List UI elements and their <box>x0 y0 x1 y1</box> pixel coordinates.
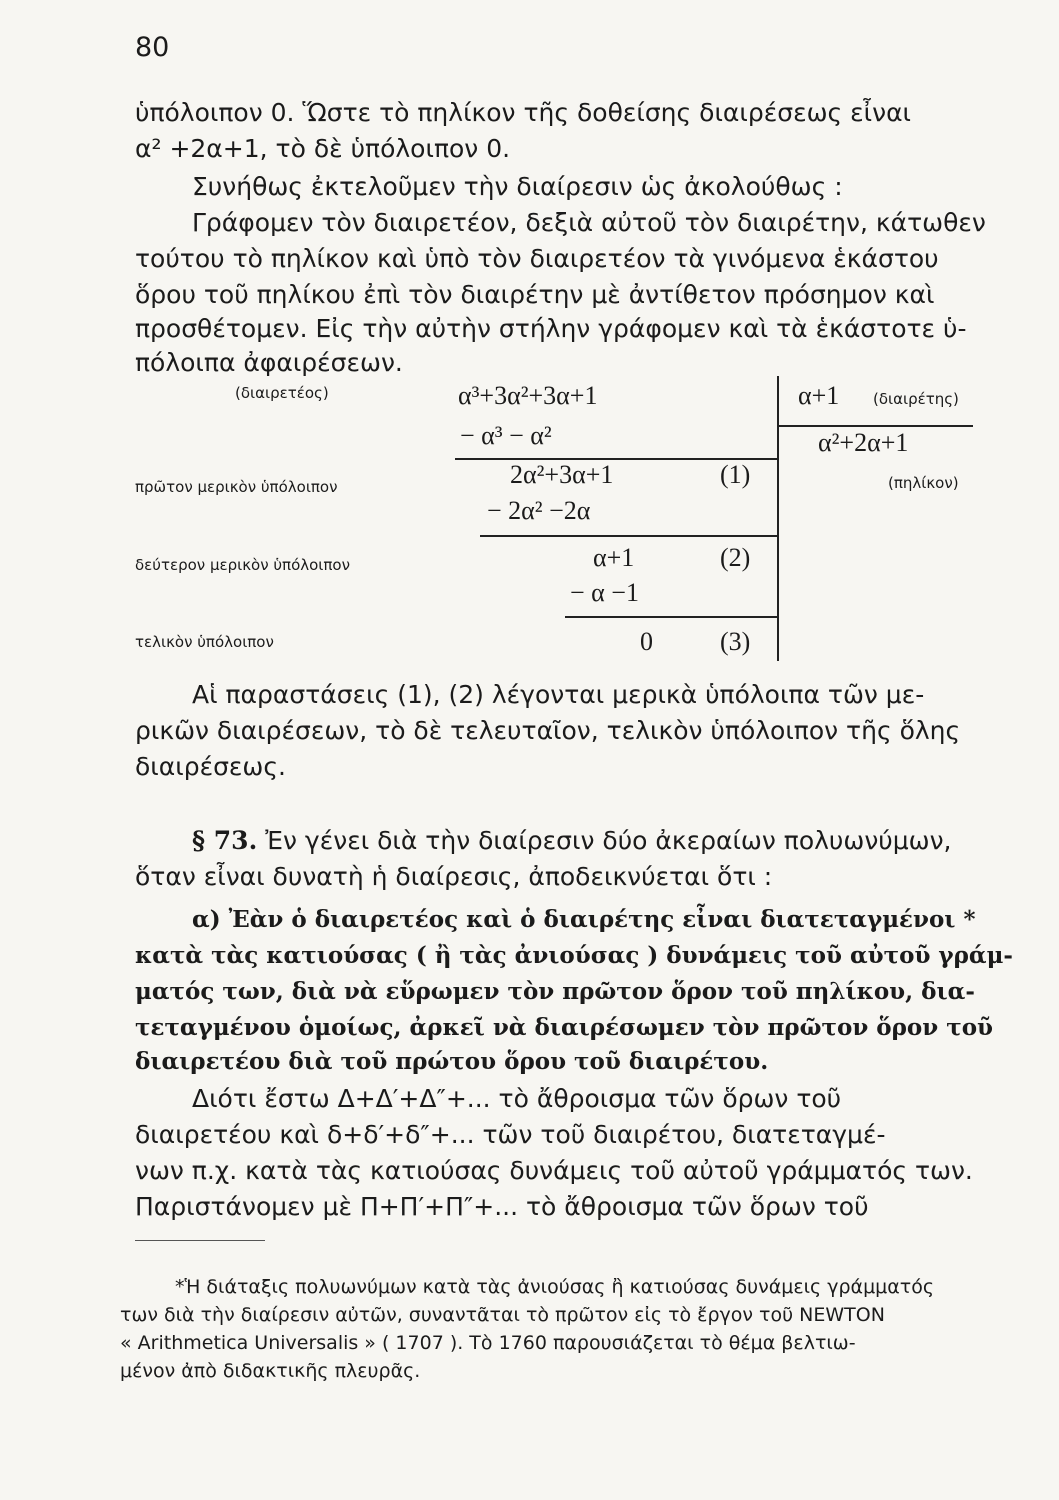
subtract-line1: − α³ − α² <box>460 421 552 450</box>
remainder-3-tag: (3) <box>720 627 751 656</box>
para3-line4: προσθέτομεν. Εἰς τὴν αὐτὴν στήλην γράφομεν καὶ τὰ ἑκάστοτε ὑ- <box>135 314 967 343</box>
section-line2: ὅταν εἶναι δυνατὴ ἡ διαίρεσις, ἀποδεικνύεται ὅτι : <box>135 862 773 891</box>
para4-line2: ρικῶν διαιρέσεων, τὸ δὲ τελευταῖον, τελικὸν ὑπόλοιπον τῆς ὅλης <box>135 716 961 745</box>
footnote-rule <box>135 1240 265 1241</box>
para2-line1: Συνήθως ἐκτελοῦμεν τὴν διαίρεσιν ὡς ἀκολούθως : <box>192 172 843 201</box>
remainder-3: 0 <box>640 627 653 656</box>
label-first-remainder: πρῶτον μερικὸν ὑπόλοιπον <box>135 478 338 496</box>
theorem-line1: α) Ἐὰν ὁ διαιρετέος καὶ ὁ διαιρέτης εἶναι διατεταγμένοι * <box>192 906 976 933</box>
footnote-line3: « Arithmetica Universalis » ( 1707 ). Τὸ 1760 παρουσιάζεται τὸ θέμα βελτιω- <box>120 1332 856 1354</box>
section-line1 <box>192 826 975 855</box>
label-second-remainder: δεύτερον μερικὸν ὑπόλοιπον <box>135 556 350 574</box>
para1-line2: α² +2α+1, τὸ δὲ ὑπόλοιπον 0. <box>135 134 511 163</box>
footnote-line4: μένον ἀπὸ διδακτικῆς πλευρᾶς. <box>120 1360 421 1382</box>
dividend: α³+3α²+3α+1 <box>458 381 598 410</box>
divisor-rule <box>778 425 973 427</box>
remainder-2: α+1 <box>593 543 635 572</box>
theorem-line4: τεταγμένου ὁμοίως, ἀρκεῖ νὰ διαιρέσωμεν τὸν πρῶτον ὅρον τοῦ <box>135 1014 994 1041</box>
rule-2 <box>480 535 777 537</box>
label-dividend: (διαιρετέος) <box>235 384 329 402</box>
rule-3 <box>565 616 777 618</box>
proof-line2: διαιρετέου καὶ δ+δ′+δ″+... τῶν τοῦ διαιρέτου, διατεταγμέ- <box>135 1120 886 1149</box>
para4-line1: Αἱ παραστάσεις (1), (2) λέγονται μερικὰ ὑπόλοιπα τῶν με- <box>192 680 925 709</box>
remainder-2-tag: (2) <box>720 543 751 572</box>
label-quotient: (πηλίκον) <box>888 474 959 492</box>
theorem-line2: κατὰ τὰς κατιούσας ( ἢ τὰς ἀνιούσας ) δυνάμεις τοῦ αὐτοῦ γράμ- <box>135 942 1013 969</box>
division-vertical-rule <box>777 376 779 661</box>
para3-line5: πόλοιπα ἀφαιρέσεων. <box>135 348 403 377</box>
para3-line3: ὅρου τοῦ πηλίκου ἐπὶ τὸν διαιρέτην μὲ ἀντίθετον πρόσημον καὶ <box>135 280 935 309</box>
divisor: α+1 <box>798 381 840 410</box>
footnote-line1: *Ἡ διάταξις πολυωνύμων κατὰ τὰς ἀνιούσας ἢ κατιούσας δυνάμεις γράμματός <box>175 1276 934 1298</box>
section-number: § 73. <box>192 826 258 855</box>
label-final-remainder: τελικὸν ὑπόλοιπον <box>135 633 274 651</box>
subtract-line2: − 2α² −2α <box>487 496 591 525</box>
para3-line1: Γράφομεν τὸν διαιρετέον, δεξιὰ αὐτοῦ τὸν διαιρέτην, κάτωθεν <box>192 208 986 237</box>
remainder-1: 2α²+3α+1 <box>510 460 614 489</box>
label-divisor: (διαιρέτης) <box>873 390 959 408</box>
remainder-1-tag: (1) <box>720 460 751 489</box>
proof-line1: Διότι ἔστω Δ+Δ′+Δ″+... τὸ ἄθροισμα τῶν ὅρων τοῦ <box>192 1084 842 1113</box>
para4-line3: διαιρέσεως. <box>135 752 286 781</box>
para3-line2: τούτου τὸ πηλίκον καὶ ὑπὸ τὸν διαιρετέον τὰ γινόμενα ἑκάστου <box>135 244 939 273</box>
section-text: Ἐν γένει διὰ τὴν διαίρεσιν δύο ἀκεραίων πολυωνύμων, <box>265 826 952 855</box>
theorem-line5: διαιρετέου διὰ τοῦ πρώτου ὅρου τοῦ διαιρέτου. <box>135 1048 769 1075</box>
para1-line1: ὑπόλοιπον 0. Ὥστε τὸ πηλίκον τῆς δοθείσης διαιρέσεως εἶναι <box>135 98 912 127</box>
page-number: 80 <box>135 32 170 63</box>
proof-line3: νων π.χ. κατὰ τὰς κατιούσας δυνάμεις τοῦ αὐτοῦ γράμματός των. <box>135 1156 973 1185</box>
footnote-line2: των διὰ τὴν διαίρεσιν αὐτῶν, συναντᾶται τὸ πρῶτον εἰς τὸ ἔργον τοῦ NEWTON <box>120 1304 885 1326</box>
proof-line4: Παριστάνομεν μὲ Π+Π′+Π″+... τὸ ἄθροισμα τῶν ὅρων τοῦ <box>135 1192 869 1221</box>
quotient: α²+2α+1 <box>818 428 909 457</box>
subtract-line3: − α −1 <box>570 578 639 607</box>
theorem-line3: ματός των, διὰ νὰ εὕρωμεν τὸν πρῶτον ὅρον τοῦ πηλίκου, δια- <box>135 978 975 1005</box>
